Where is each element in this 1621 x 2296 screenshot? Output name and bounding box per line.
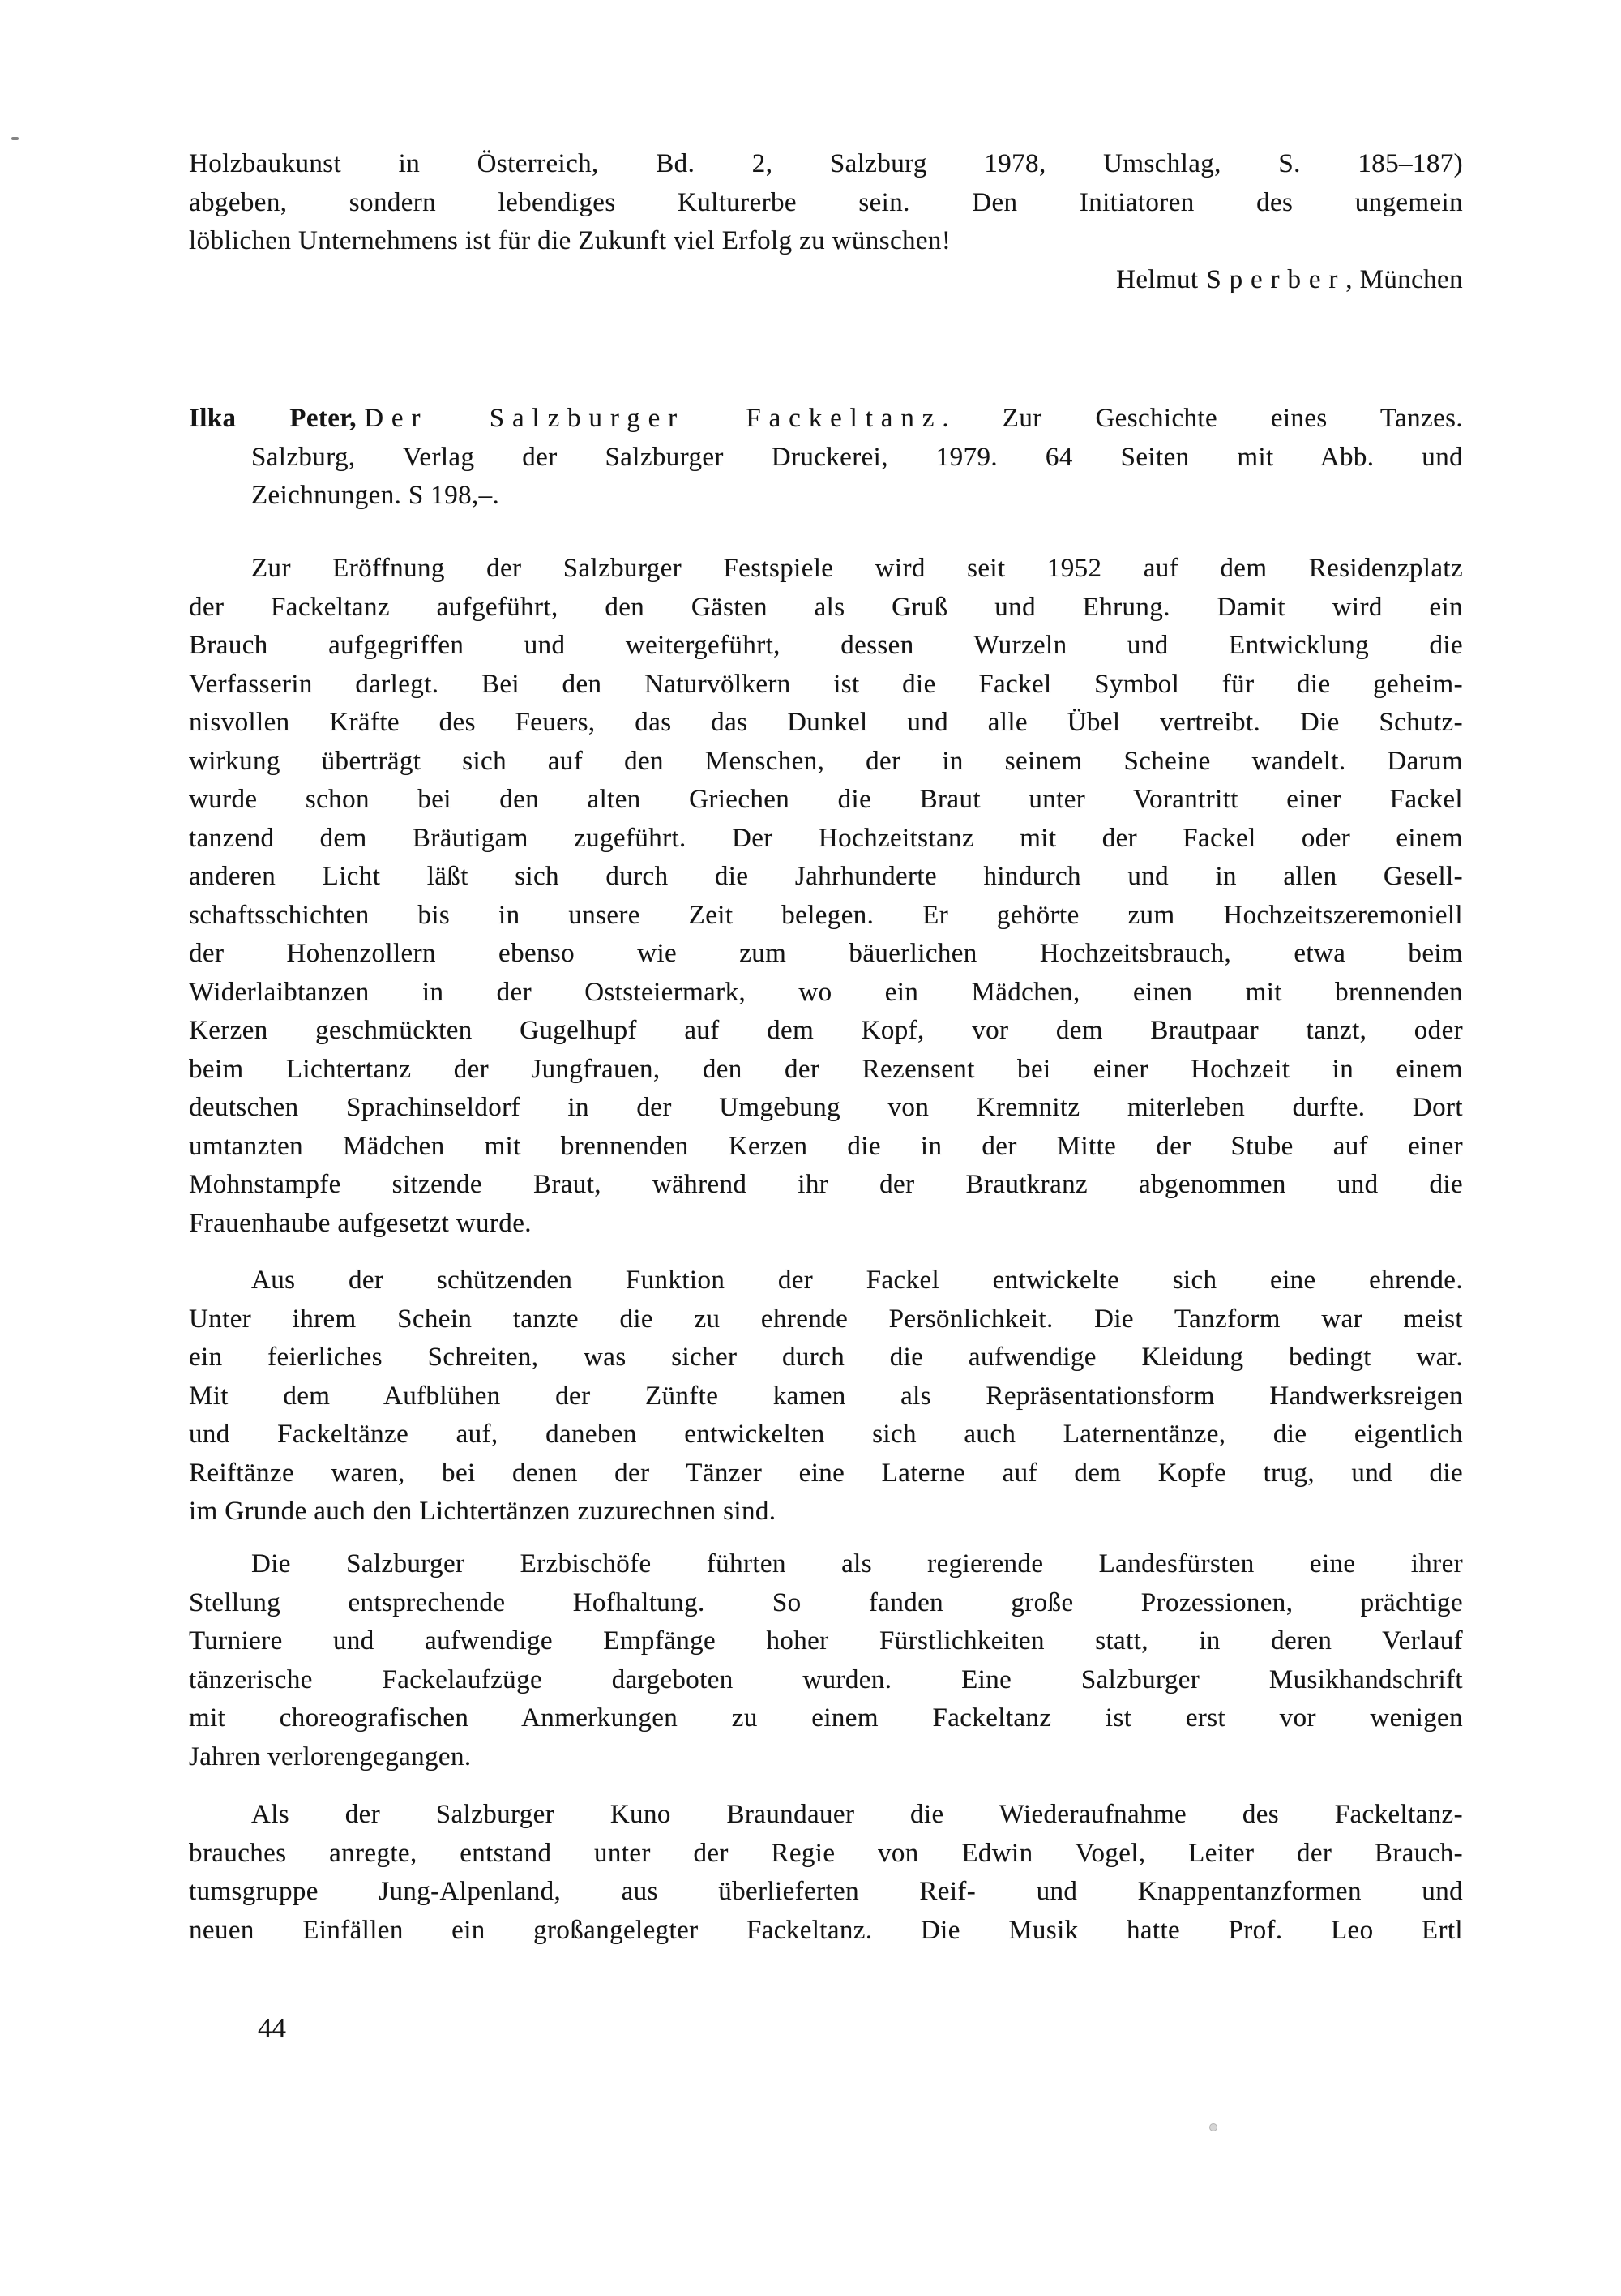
text-line: Salzburg, Verlag der Salzburger Druckerei, 1979. 64 Seiten mit Abb. und bbox=[251, 442, 1463, 472]
text-line: Aus der schützenden Funktion der Fackel entwickelte sich eine ehrende. bbox=[251, 1266, 1463, 1295]
text-line: Zeichnungen. S 198,–. bbox=[251, 481, 500, 510]
text-line: abgeben, sondern lebendiges Kulturerbe sein. Den Initiatoren des ungemein bbox=[189, 187, 1463, 217]
text-line: Unter ihrem Schein tanzte die zu ehrende Persönlichkeit. Die Tanzform war meist bbox=[189, 1304, 1463, 1334]
text-line: der Fackeltanz aufgeführt, den Gästen als Gruß und Ehrung. Damit wird ein bbox=[189, 592, 1463, 622]
review-paragraph-1 bbox=[189, 550, 1463, 1243]
text-line: neuen Einfällen ein großangelegter Fackeltanz. Die Musik hatte Prof. Leo Ertl bbox=[189, 1915, 1463, 1945]
text-line: Stellung entsprechende Hofhaltung. So fanden große Prozessionen, prächtige bbox=[189, 1587, 1463, 1617]
citation-author: Ilka Peter, bbox=[189, 404, 357, 433]
text-line: nisvollen Kräfte des Feuers, das das Dunkel und alle Übel vertreibt. Die Schutz- bbox=[189, 708, 1463, 737]
text-line: und Fackeltänze auf, daneben entwickelten sich auch Laternentänze, die eigentlich bbox=[189, 1420, 1463, 1449]
text-line: umtanzten Mädchen mit brennenden Kerzen die in der Mitte der Stube auf einer bbox=[189, 1131, 1463, 1161]
citation-headline bbox=[189, 400, 1463, 439]
text-line: Jahren verlorengegangen. bbox=[189, 1741, 472, 1771]
text-line: Die Salzburger Erzbischöfe führten als regierende Landesfürsten eine ihrer bbox=[251, 1549, 1463, 1578]
text-line: Kerzen geschmückten Gugelhupf auf dem Kopf, vor dem Brautpaar tanzt, oder bbox=[189, 1016, 1463, 1045]
text-line: Reiftänze waren, bei denen der Tänzer eine Laterne auf dem Kopfe trug, und die bbox=[189, 1458, 1463, 1488]
text-line: Zur Eröffnung der Salzburger Festspiele wird seit 1952 auf dem Residenzplatz bbox=[251, 554, 1463, 583]
text-line: Mit dem Aufblühen der Zünfte kamen als Repräsentationsform Handwerksreigen bbox=[189, 1381, 1463, 1411]
text-line: Verfasserin darlegt. Bei den Naturvölkern ist die Fackel Symbol für die geheim- bbox=[189, 669, 1463, 699]
review-paragraph-2 bbox=[189, 1262, 1463, 1531]
text-line: mit choreografischen Anmerkungen zu einem Fackeltanz ist erst vor wenigen bbox=[189, 1703, 1463, 1733]
text-line: Turniere und aufwendige Empfänge hoher Fürstlichkeiten statt, in deren Verlauf bbox=[189, 1626, 1463, 1656]
review-paragraph-4 bbox=[189, 1796, 1463, 1950]
text-line: Als der Salzburger Kuno Braundauer die Wiederaufnahme des Fackeltanz- bbox=[251, 1800, 1463, 1829]
text-line: Holzbaukunst in Österreich, Bd. 2, Salzburg 1978, Umschlag, S. 185–187) bbox=[189, 149, 1463, 178]
text-line: Brauch aufgegriffen und weitergeführt, dessen Wurzeln und Entwicklung die bbox=[189, 631, 1463, 660]
text-line: ein feierliches Schreiten, was sicher durch die aufwendige Kleidung bedingt war. bbox=[189, 1343, 1463, 1372]
signature-city: , München bbox=[1345, 264, 1463, 294]
scan-speck-left-margin bbox=[11, 137, 19, 140]
text-line: tanzend dem Bräutigam zugeführt. Der Hochzeitstanz mit der Fackel oder einem bbox=[189, 823, 1463, 853]
review-paragraph-3 bbox=[189, 1545, 1463, 1776]
text-line: beim Lichtertanz der Jungfrauen, den der Rezensent bei einer Hochzeit in einem bbox=[189, 1054, 1463, 1084]
signature-surname: Sperber bbox=[1206, 264, 1346, 294]
citation-title: Der Salzburger Fackeltanz bbox=[364, 404, 943, 433]
text-line: brauches anregte, entstand unter der Regie von Edwin Vogel, Leiter der Brauch- bbox=[189, 1838, 1463, 1868]
text-line: Frauenhaube aufgesetzt wurde. bbox=[189, 1208, 532, 1238]
citation-subtitle: . Zur Geschichte eines Tanzes. bbox=[942, 404, 1463, 433]
previous-review-lines bbox=[189, 145, 1463, 261]
text-line: tumsgruppe Jung-Alpenland, aus überlieferten Reif- und Knappentanzformen und bbox=[189, 1877, 1463, 1906]
text-line: wirkung überträgt sich auf den Menschen, der in seinem Scheine wandelt. Darum bbox=[189, 746, 1463, 776]
text-line: wurde schon bei den alten Griechen die Braut unter Vorantritt einer Fackel bbox=[189, 785, 1463, 814]
text-line: Widerlaibtanzen in der Oststeiermark, wo ein Mädchen, einen mit brennenden bbox=[189, 977, 1463, 1007]
text-line: löblichen Unternehmens ist für die Zukunft viel Erfolg zu wünschen! bbox=[189, 226, 952, 255]
citation-continuation bbox=[189, 439, 1463, 516]
previous-review-closing bbox=[189, 145, 1463, 299]
page-number: 44 bbox=[258, 2012, 286, 2044]
text-line: deutschen Sprachinseldorf in der Umgebung von Kremnitz miterleben durfte. Dort bbox=[189, 1093, 1463, 1122]
scan-speck-bottom bbox=[1209, 2123, 1217, 2131]
signature-line bbox=[189, 261, 1463, 300]
book-citation bbox=[189, 400, 1463, 516]
text-line: tänzerische Fackelaufzüge dargeboten wurden. Eine Salzburger Musikhandschrift bbox=[189, 1664, 1463, 1694]
text-line: der Hohenzollern ebenso wie zum bäuerlichen Hochzeitsbrauch, etwa beim bbox=[189, 939, 1463, 968]
text-line: anderen Licht läßt sich durch die Jahrhunderte hindurch und in allen Gesell- bbox=[189, 862, 1463, 891]
text-line: im Grunde auch den Lichtertänzen zuzurechnen sind. bbox=[189, 1497, 776, 1526]
text-line: schaftsschichten bis in unsere Zeit belegen. Er gehörte zum Hochzeitszeremoniell bbox=[189, 900, 1463, 930]
signature-firstname: Helmut bbox=[1116, 264, 1199, 294]
text-line: Mohnstampfe sitzende Braut, während ihr der Brautkranz abgenommen und die bbox=[189, 1170, 1463, 1199]
